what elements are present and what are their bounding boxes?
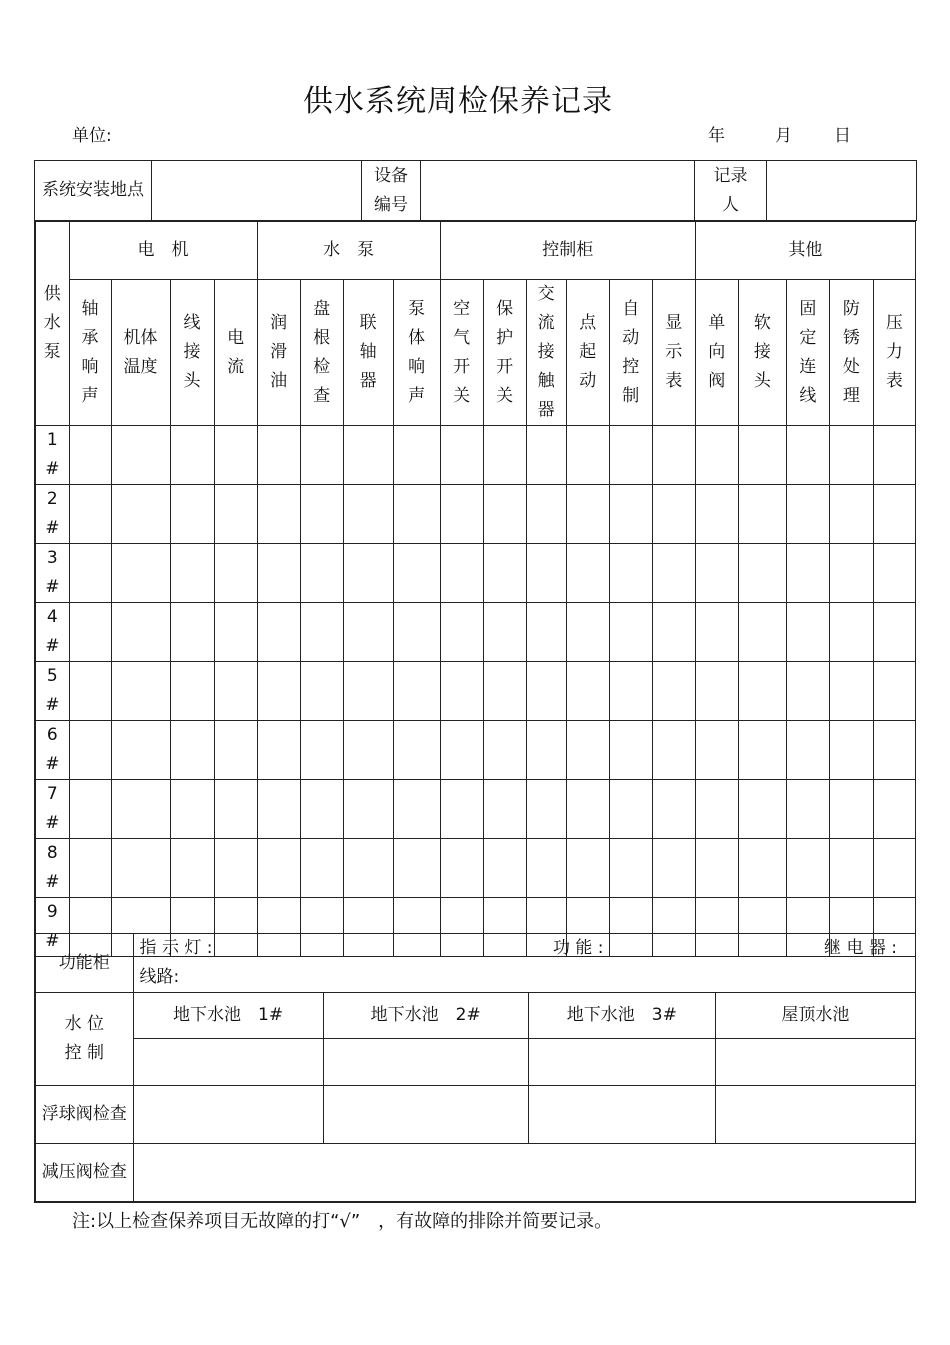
- function-cabinet-label: 功能柜: [35, 934, 133, 993]
- check-cell[interactable]: [829, 426, 873, 485]
- check-cell[interactable]: [483, 544, 526, 603]
- check-cell[interactable]: [829, 780, 873, 839]
- check-cell[interactable]: [829, 662, 873, 721]
- check-cell[interactable]: [609, 426, 652, 485]
- check-cell[interactable]: [526, 544, 566, 603]
- check-cell[interactable]: [873, 662, 915, 721]
- check-cell[interactable]: [300, 544, 343, 603]
- pool-1-cell[interactable]: [133, 1039, 323, 1086]
- check-cell[interactable]: [257, 485, 300, 544]
- check-cell[interactable]: [829, 839, 873, 898]
- check-cell[interactable]: [257, 662, 300, 721]
- check-cell[interactable]: [440, 721, 483, 780]
- date-day: 日: [834, 126, 851, 146]
- column-header: 点起动: [566, 280, 609, 426]
- pool-3-cell[interactable]: [528, 1039, 715, 1086]
- column-header: 泵体响声: [393, 280, 440, 426]
- check-cell[interactable]: [652, 603, 695, 662]
- check-cell[interactable]: [652, 780, 695, 839]
- check-cell[interactable]: [873, 721, 915, 780]
- check-cell[interactable]: [483, 485, 526, 544]
- check-cell[interactable]: [111, 839, 170, 898]
- check-cell[interactable]: [829, 603, 873, 662]
- check-cell[interactable]: [440, 780, 483, 839]
- check-cell[interactable]: [214, 544, 257, 603]
- check-cell[interactable]: [652, 721, 695, 780]
- check-cell[interactable]: [786, 839, 829, 898]
- check-cell[interactable]: [786, 603, 829, 662]
- float-valve-cell-1[interactable]: [133, 1086, 323, 1144]
- check-cell[interactable]: [440, 544, 483, 603]
- check-cell[interactable]: [69, 839, 111, 898]
- check-cell[interactable]: [609, 839, 652, 898]
- check-cell[interactable]: [829, 485, 873, 544]
- check-cell[interactable]: [566, 662, 609, 721]
- check-cell[interactable]: [695, 839, 738, 898]
- check-cell[interactable]: [526, 780, 566, 839]
- column-header: 软接头: [738, 280, 786, 426]
- page-title: 供水系统周检保养记录: [303, 84, 613, 119]
- check-cell[interactable]: [300, 485, 343, 544]
- row-number: 1#: [35, 426, 69, 485]
- check-cell[interactable]: [738, 603, 786, 662]
- check-cell[interactable]: [609, 780, 652, 839]
- check-cell[interactable]: [609, 485, 652, 544]
- check-cell[interactable]: [695, 426, 738, 485]
- check-cell[interactable]: [343, 485, 393, 544]
- check-cell[interactable]: [609, 721, 652, 780]
- check-cell[interactable]: [111, 603, 170, 662]
- footnote: 注:以上检查保养项目无故障的打“√” ，有故障的排除并简要记录。: [72, 1211, 613, 1232]
- check-cell[interactable]: [257, 721, 300, 780]
- column-header: 轴承响声: [69, 280, 111, 426]
- check-cell[interactable]: [393, 426, 440, 485]
- recorder-field[interactable]: [767, 161, 917, 221]
- check-cell[interactable]: [69, 780, 111, 839]
- check-cell[interactable]: [566, 485, 609, 544]
- check-cell[interactable]: [300, 426, 343, 485]
- float-valve-cell-4[interactable]: [715, 1086, 915, 1144]
- check-cell[interactable]: [829, 544, 873, 603]
- check-cell[interactable]: [170, 721, 214, 780]
- row-number: 3#: [35, 544, 69, 603]
- check-cell[interactable]: [695, 485, 738, 544]
- check-cell[interactable]: [440, 603, 483, 662]
- column-header: 防锈处理: [829, 280, 873, 426]
- date-month: 月: [775, 126, 792, 146]
- row-number: 5#: [35, 662, 69, 721]
- function-cabinet-cell[interactable]: [133, 934, 915, 993]
- column-header: 空气开关: [440, 280, 483, 426]
- device-number-label: 设备编号: [362, 161, 421, 221]
- check-cell[interactable]: [695, 780, 738, 839]
- check-cell[interactable]: [566, 426, 609, 485]
- check-cell[interactable]: [526, 721, 566, 780]
- check-cell[interactable]: [526, 603, 566, 662]
- check-cell[interactable]: [393, 721, 440, 780]
- check-cell[interactable]: [483, 603, 526, 662]
- column-header: 单向阀: [695, 280, 738, 426]
- group-motor: 电 机: [69, 222, 257, 280]
- check-cell[interactable]: [170, 603, 214, 662]
- check-cell[interactable]: [170, 780, 214, 839]
- check-cell[interactable]: [343, 662, 393, 721]
- check-cell[interactable]: [111, 721, 170, 780]
- check-cell[interactable]: [257, 426, 300, 485]
- check-cell[interactable]: [786, 426, 829, 485]
- check-cell[interactable]: [214, 485, 257, 544]
- check-cell[interactable]: [170, 426, 214, 485]
- check-cell[interactable]: [483, 839, 526, 898]
- check-cell[interactable]: [566, 780, 609, 839]
- check-cell[interactable]: [483, 780, 526, 839]
- pressure-valve-cell[interactable]: [133, 1144, 915, 1202]
- row-number: 8#: [35, 839, 69, 898]
- float-valve-cell-3[interactable]: [528, 1086, 715, 1144]
- check-cell[interactable]: [214, 780, 257, 839]
- check-cell[interactable]: [170, 662, 214, 721]
- check-cell[interactable]: [483, 662, 526, 721]
- check-cell[interactable]: [652, 839, 695, 898]
- column-header: 联轴器: [343, 280, 393, 426]
- check-cell[interactable]: [257, 603, 300, 662]
- check-cell[interactable]: [343, 780, 393, 839]
- check-cell[interactable]: [695, 721, 738, 780]
- float-valve-label: 浮球阀检查: [35, 1086, 133, 1144]
- row-number: 7#: [35, 780, 69, 839]
- check-cell[interactable]: [257, 839, 300, 898]
- check-cell[interactable]: [873, 426, 915, 485]
- check-cell[interactable]: [786, 721, 829, 780]
- check-cell[interactable]: [214, 426, 257, 485]
- roof-pool-cell[interactable]: [715, 1039, 915, 1086]
- check-cell[interactable]: [566, 544, 609, 603]
- check-cell[interactable]: [69, 662, 111, 721]
- check-cell[interactable]: [300, 721, 343, 780]
- check-cell[interactable]: [69, 426, 111, 485]
- check-cell[interactable]: [483, 426, 526, 485]
- check-cell[interactable]: [170, 839, 214, 898]
- inspection-table: [34, 221, 916, 957]
- check-cell[interactable]: [257, 544, 300, 603]
- pool-3-label: 地下水池 3#: [528, 993, 715, 1039]
- check-cell[interactable]: [873, 485, 915, 544]
- group-pump: 水 泵: [257, 222, 440, 280]
- check-cell[interactable]: [343, 426, 393, 485]
- row-number: 6#: [35, 721, 69, 780]
- install-location-label: 系统安装地点: [35, 161, 152, 221]
- column-header: 线接头: [170, 280, 214, 426]
- check-cell[interactable]: [343, 839, 393, 898]
- check-cell[interactable]: [786, 485, 829, 544]
- check-cell[interactable]: [873, 544, 915, 603]
- check-cell[interactable]: [829, 721, 873, 780]
- check-cell[interactable]: [652, 426, 695, 485]
- info-table: [34, 160, 917, 221]
- function-label: 功 能 :: [553, 938, 604, 958]
- check-cell[interactable]: [738, 780, 786, 839]
- check-cell[interactable]: [111, 544, 170, 603]
- device-number-field[interactable]: [421, 161, 695, 221]
- check-cell[interactable]: [738, 544, 786, 603]
- check-cell[interactable]: [738, 662, 786, 721]
- side-label: 供水泵: [35, 222, 69, 426]
- column-header: 显示表: [652, 280, 695, 426]
- check-cell[interactable]: [393, 485, 440, 544]
- check-cell[interactable]: [652, 544, 695, 603]
- check-cell[interactable]: [214, 721, 257, 780]
- row-number: 2#: [35, 485, 69, 544]
- check-cell[interactable]: [343, 721, 393, 780]
- check-cell[interactable]: [483, 721, 526, 780]
- relay-label: 继 电 器 :: [824, 938, 897, 958]
- recorder-label: 记录人: [695, 161, 767, 221]
- check-cell[interactable]: [873, 839, 915, 898]
- check-cell[interactable]: [393, 839, 440, 898]
- check-cell[interactable]: [440, 426, 483, 485]
- check-cell[interactable]: [393, 662, 440, 721]
- check-cell[interactable]: [695, 603, 738, 662]
- check-cell[interactable]: [609, 603, 652, 662]
- row-number: 4#: [35, 603, 69, 662]
- check-cell[interactable]: [69, 544, 111, 603]
- column-header: 保护开关: [483, 280, 526, 426]
- check-cell[interactable]: [566, 603, 609, 662]
- check-cell[interactable]: [214, 662, 257, 721]
- check-cell[interactable]: [300, 603, 343, 662]
- float-valve-cell-2[interactable]: [323, 1086, 528, 1144]
- check-cell[interactable]: [170, 485, 214, 544]
- pressure-valve-label: 减压阀检查: [35, 1144, 133, 1202]
- check-cell[interactable]: [526, 426, 566, 485]
- check-cell[interactable]: [695, 662, 738, 721]
- check-cell[interactable]: [343, 544, 393, 603]
- check-cell[interactable]: [652, 485, 695, 544]
- group-other: 其他: [695, 222, 915, 280]
- check-cell[interactable]: [440, 662, 483, 721]
- check-cell[interactable]: [526, 485, 566, 544]
- check-cell[interactable]: [257, 780, 300, 839]
- column-header: 盘根检查: [300, 280, 343, 426]
- check-cell[interactable]: [111, 780, 170, 839]
- pool-1-label: 地下水池 1#: [133, 993, 323, 1039]
- pool-2-cell[interactable]: [323, 1039, 528, 1086]
- check-cell[interactable]: [69, 721, 111, 780]
- check-cell[interactable]: [111, 485, 170, 544]
- check-cell[interactable]: [69, 603, 111, 662]
- row-number: 9#: [35, 898, 69, 957]
- check-cell[interactable]: [738, 839, 786, 898]
- check-cell[interactable]: [652, 662, 695, 721]
- check-cell[interactable]: [566, 839, 609, 898]
- column-header: 自动控制: [609, 280, 652, 426]
- check-cell[interactable]: [393, 780, 440, 839]
- indicator-label: 指 示 灯 :: [139, 938, 213, 958]
- check-cell[interactable]: [695, 544, 738, 603]
- check-cell[interactable]: [393, 544, 440, 603]
- column-header: 润滑油: [257, 280, 300, 426]
- roof-pool-label: 屋顶水池: [715, 993, 915, 1039]
- check-cell[interactable]: [786, 544, 829, 603]
- check-cell[interactable]: [738, 426, 786, 485]
- check-cell[interactable]: [214, 839, 257, 898]
- check-cell[interactable]: [786, 662, 829, 721]
- check-cell[interactable]: [111, 662, 170, 721]
- check-cell[interactable]: [214, 603, 257, 662]
- check-cell[interactable]: [609, 544, 652, 603]
- check-cell[interactable]: [738, 485, 786, 544]
- check-cell[interactable]: [440, 485, 483, 544]
- column-header: 机体温度: [111, 280, 170, 426]
- check-cell[interactable]: [873, 780, 915, 839]
- group-control-cabinet: 控制柜: [440, 222, 695, 280]
- check-cell[interactable]: [609, 662, 652, 721]
- check-cell[interactable]: [738, 721, 786, 780]
- pool-2-label: 地下水池 2#: [323, 993, 528, 1039]
- unit-label: 单位:: [72, 126, 112, 146]
- bottom-table: [34, 933, 916, 1203]
- check-cell[interactable]: [526, 662, 566, 721]
- check-cell[interactable]: [111, 426, 170, 485]
- check-cell[interactable]: [786, 780, 829, 839]
- check-cell[interactable]: [300, 662, 343, 721]
- check-cell[interactable]: [526, 839, 566, 898]
- check-cell[interactable]: [343, 603, 393, 662]
- install-location-field[interactable]: [152, 161, 362, 221]
- column-header: 电流: [214, 280, 257, 426]
- circuit-label: 线路:: [139, 967, 180, 987]
- column-header: 固定连线: [786, 280, 829, 426]
- column-header: 交流接触器: [526, 280, 566, 426]
- date-year: 年: [708, 126, 725, 146]
- column-header: 压力表: [873, 280, 915, 426]
- check-cell[interactable]: [69, 485, 111, 544]
- check-cell[interactable]: [393, 603, 440, 662]
- check-cell[interactable]: [440, 839, 483, 898]
- water-level-label: 水 位 控 制: [35, 993, 133, 1086]
- check-cell[interactable]: [170, 544, 214, 603]
- check-cell[interactable]: [300, 839, 343, 898]
- check-cell[interactable]: [300, 780, 343, 839]
- check-cell[interactable]: [873, 603, 915, 662]
- check-cell[interactable]: [566, 721, 609, 780]
